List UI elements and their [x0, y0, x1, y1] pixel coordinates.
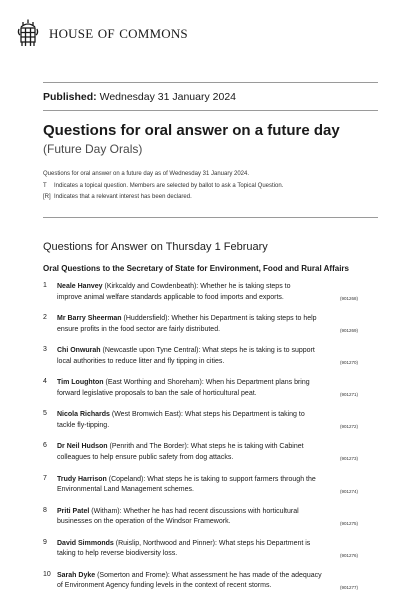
page-title: Questions for oral answer on a future day [43, 122, 340, 139]
question-text: Neale Hanvey (Kirkcaldy and Cowdenbeath): Whether he is taking steps to improve animal welfare standards applicable to food imports and exports. [57, 283, 291, 301]
question-text: Nicola Richards (West Bromwich East): What steps his Department is taking to tackle fly-tipping. [57, 411, 305, 429]
question-text: Tim Loughton (East Worthing and Shoreham): When his Department plans bring forward legislative proposals to ban the sale of horticultural peat. [57, 379, 310, 397]
house-of-commons-header [17, 16, 188, 50]
question-text: Dr Neil Hudson (Penrith and The Border): What steps he is taking with Cabinet colleagues to help ensure public safety from dog attacks. [57, 443, 304, 461]
published-line: Published: Wednesday 31 January 2024 [43, 91, 236, 103]
house-of-commons-wordmark: HOUSE OF COMMONS [49, 26, 188, 41]
question-number: 7 [43, 474, 47, 482]
question-item [43, 475, 380, 507]
question-text: Sarah Dyke (Somerton and Frome): What assessment he has made of the adequacy of Environment Agency funding levels in the context of recent storms. [57, 571, 322, 590]
questions-list [43, 282, 380, 603]
question-reference: (901271) [339, 392, 358, 398]
question-reference: (901273) [339, 456, 358, 462]
question-text: Trudy Harrison (Copeland): What steps he is taking to support farmers through the Environmental Land Management schemes. [57, 475, 316, 494]
section-heading: Questions for Answer on Thursday 1 February [43, 241, 268, 253]
question-reference: (901275) [339, 520, 358, 526]
question-reference: (901268) [339, 296, 358, 301]
page-subtitle: (Future Day Orals) [43, 142, 143, 156]
question-number: 8 [43, 506, 47, 514]
question-item [43, 346, 380, 378]
question-number: 5 [43, 410, 47, 418]
question-reference: (901277) [339, 584, 358, 590]
question-reference: (901274) [339, 488, 358, 494]
question-text: David Simmonds (Ruislip, Northwood and Pinner): What steps his Department is taking to help reverse biodiversity loss. [57, 539, 311, 558]
intro-text: Questions for oral answer on a future day as of Wednesday 31 January 2024. [43, 171, 250, 177]
question-number: 10 [43, 570, 51, 578]
question-number: 6 [43, 442, 47, 450]
question-number: 3 [43, 346, 47, 354]
question-item [43, 507, 380, 539]
question-number: 4 [43, 378, 47, 386]
question-item [43, 442, 380, 474]
top-divider [43, 82, 378, 83]
question-item [43, 314, 380, 346]
question-item [43, 378, 380, 410]
question-item [43, 282, 380, 314]
question-text: Mr Barry Sheerman (Huddersfield): Whether his Department is taking steps to help ensure profits in the food sector are fairly distributed. [57, 315, 317, 333]
question-text: Priti Patel (Witham): Whether he has had recent discussions with horticultural businesses on the operation of the Windsor Framework. [57, 507, 299, 526]
key-relevant-interest: [R] Indicates that a relevant interest has been declared. [43, 194, 192, 200]
key-divider [43, 217, 378, 218]
department-heading: Oral Questions to the Secretary of State for Environment, Food and Rural Affairs [43, 264, 349, 273]
question-reference: (901276) [339, 552, 358, 558]
question-number: 9 [43, 538, 47, 546]
question-item [43, 571, 380, 603]
question-item [43, 539, 380, 571]
portcullis-icon [17, 18, 39, 48]
question-number: 1 [43, 282, 47, 289]
question-text: Chi Onwurah (Newcastle upon Tyne Central): What steps he is taking is to support local authorities to reduce litter and fly tipping in cities. [57, 347, 315, 365]
published-divider [43, 110, 378, 111]
question-reference: (901272) [339, 424, 358, 430]
question-number: 2 [43, 314, 47, 322]
question-reference: (901269) [339, 328, 358, 334]
question-item [43, 410, 380, 442]
question-reference: (901270) [339, 360, 358, 366]
key-topical: T Indicates a topical question. Members are selected by ballot to ask a Topical Question. [43, 183, 284, 189]
